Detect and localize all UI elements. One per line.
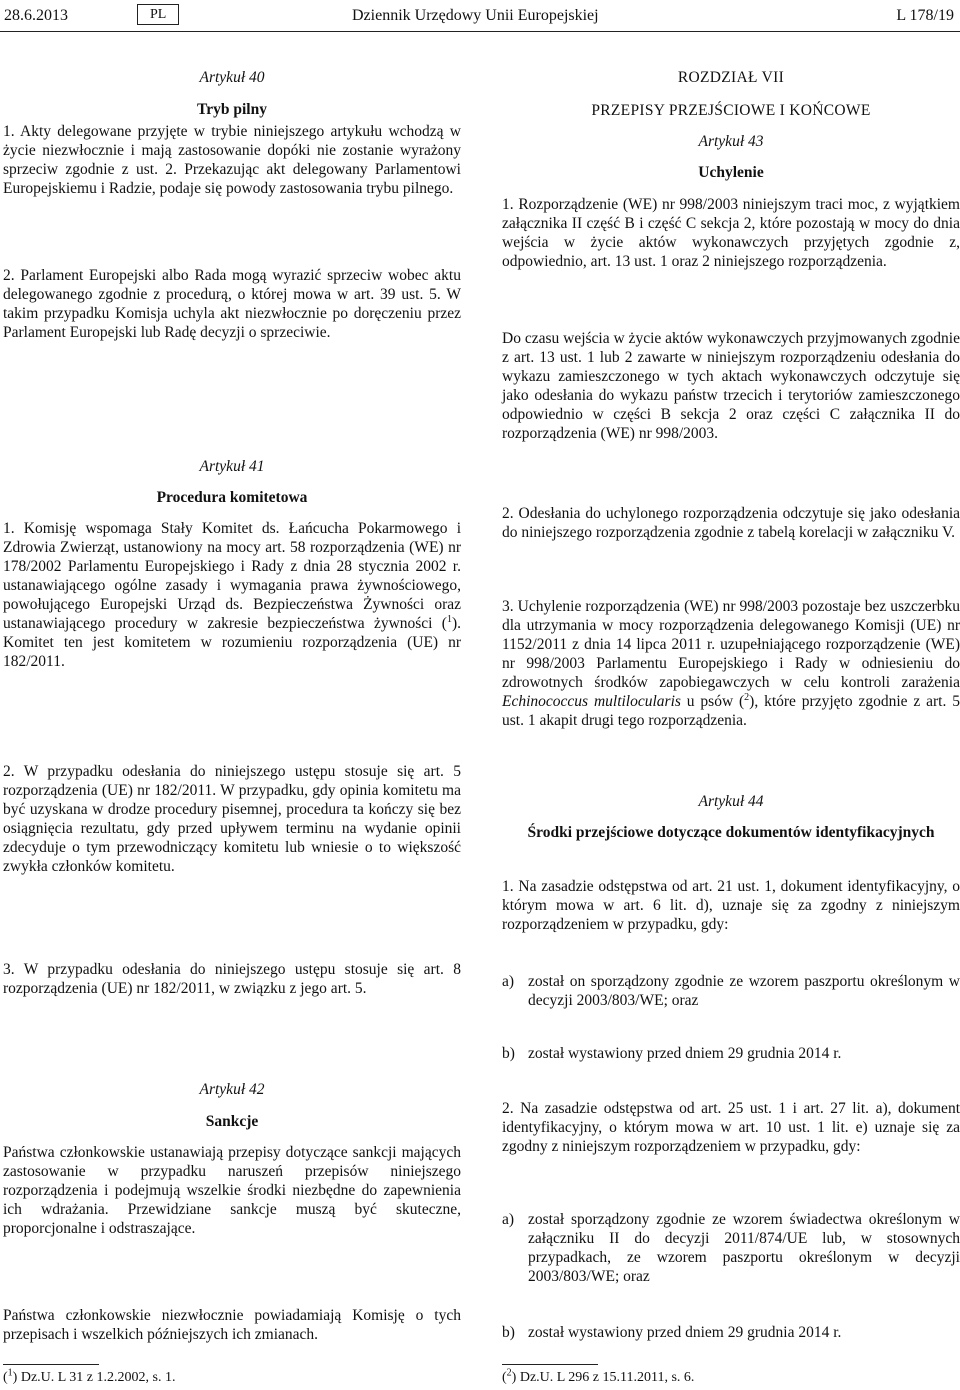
article-44-label: Artykuł 44: [698, 793, 764, 810]
article-42-para-2: Państwa członkowskie niezwłocznie powiadamiają Komisję o tych przepisach i wszelkich późniejszych ich zmianach.: [3, 1307, 461, 1343]
article-43-para-1: 1. Rozporządzenie (WE) nr 998/2003 niniejszym traci moc, z wyjątkiem załącznika II część B i część C sekcja 2, które pozostają w mocy do dnia wejścia w życie aktów wykonawczych przyjętych zgodnie z, odpowiednio, art. 13 ust. 1 oraz 2 niniejszego rozporządzenia.: [502, 196, 960, 270]
chapter-label: ROZDZIAŁ VII: [677, 69, 785, 86]
article-40-para-2: 2. Parlament Europejski albo Rada mogą wyrazić sprzeciw wobec aktu delegowanego zgodnie z procedurą, o której mowa w art. 39 ust. 5. W takim przypadku Komisja uchyla akt niezwłocznie po doręczeniu przez Parlament Europejski lub Radę decyzji o sprzeciwie.: [3, 267, 461, 341]
article-43-para-2: 2. Odesłania do uchylonego rozporządzenia odczytuje się jako odesłania do niniejszego rozporządzenia zgodnie z tabelą korelacji w załączniku V.: [502, 505, 960, 541]
chapter-title: PRZEPISY PRZEJŚCIOWE I KOŃCOWE: [591, 102, 871, 119]
article-44-para-1: 1. Na zasadzie odstępstwa od art. 21 ust. 1, dokument identyfikacyjny, o którym mowa w art. 6 lit. d), uznaje się za zgodny z niniejszym rozporządzeniem w przypadku, gdy:: [502, 878, 960, 933]
article-44-para-2: 2. Na zasadzie odstępstwa od art. 25 ust. 1 i art. 27 lit. a), dokument identyfikacyjny, o którym mowa w art. 10 ust. 1 lit. e) uznaje się za zgodny z niniejszym rozporządzeniem w przypadku, gdy:: [502, 1100, 960, 1155]
article-41-para-2: 2. W przypadku odesłania do niniejszego ustępu stosuje się art. 5 rozporządzenia (UE) nr 182/2011. W przypadku, gdy opinia komitetu ma być uzyskana w drodze procedury pisemnej, procedura ta kończy się bez osiągnięcia rezultatu, gdy przed upływem terminu na wydanie opinii zdecyduje o tym przewodniczący komitetu lub wniesie o to większość zwykła członków komitetu.: [3, 763, 461, 875]
header-rule: [0, 31, 960, 32]
article-42-title: Sankcje: [205, 1113, 259, 1130]
article-40-para-1: 1. Akty delegowane przyjęte w trybie niniejszego artykułu wchodzą w życie niezwłocznie i mają zastosowanie dopóki nie zostanie wyrażony sprzeciw zgodnie z ust. 2. Przekazując akt delegowany Parlamentowi Europejskiemu i Radzie, podaje się powody zastosowania trybu pilnego.: [3, 123, 461, 197]
page-header: [4, 4, 954, 26]
footnote-2: ($^2$) Dz.U. L 296 z 15.11.2011, s. 6.: [502, 1367, 695, 1385]
article-42-label: Artykuł 42: [199, 1081, 265, 1098]
article-41-para-3: 3. W przypadku odesłania do niniejszego ustępu stosuje się art. 8 rozporządzenia (UE) nr 182/2011, w związku z jego art. 5.: [3, 961, 461, 997]
language-badge: PL: [137, 4, 179, 25]
article-43-para-3: 3. Uchylenie rozporządzenia (WE) nr 998/2003 pozostaje bez uszczerbku dla utrzymania w mocy rozporządzenia delegowanego Komisji (UE) nr 1152/2011 z dnia 14 lipca 2011 r. uzupełniającego rozporządzenie (WE) nr 998/2003 Parlamentu Europejskiego i Rady w odniesieniu do zdrowotnych środków zapobiegawczych w celu kontroli zarażenia Echinococcus multilocularis u psów ($^2$), które przyjęto zgodnie z art. 5 ust. 1 akapit drugi tego rozporządzenia.: [502, 598, 960, 729]
article-44-para-2-item-a: a) został sporządzony zgodnie ze wzorem świadectwa określonym w załączniku II do decyzji 2011/874/UE lub, w stosownych przypadkach, ze wzorem paszportu określonym w decyzji 2003/803/WE; oraz: [502, 1211, 960, 1285]
article-43-label: Artykuł 43: [698, 133, 764, 150]
article-43-title: Uchylenie: [698, 164, 764, 181]
page-reference: L 178/19: [896, 7, 954, 24]
journal-title: Dziennik Urzędowy Unii Europejskiej: [352, 7, 599, 24]
article-41-para-1: 1. Komisję wspomaga Stały Komitet ds. Łańcucha Pokarmowego i Zdrowia Zwierząt, ustanowiony na mocy art. 58 rozporządzenia (WE) nr 178/2002 Parlamentu Europejskiego i Rady z dnia 28 stycznia 2002 r. ustanawiającego ogólne zasady i wymagania prawa żywnościowego, powołującego Europejski Urząd ds. Bezpieczeństwa Żywności oraz ustanawiającego procedury w zakresie bezpieczeństwa żywności ($^1$). Komitet ten jest komitetem w rozumieniu rozporządzenia (UE) nr 182/2011.: [3, 520, 461, 670]
article-44-title: Środki przejściowe dotyczące dokumentów identyfikacyjnych: [527, 824, 935, 841]
article-40-label: Artykuł 40: [199, 69, 265, 86]
article-44-para-2-item-b: b) został wystawiony przed dniem 29 grudnia 2014 r.: [502, 1324, 842, 1341]
article-44-para-1-item-a: a) został on sporządzony zgodnie ze wzorem paszportu określonym w decyzji 2003/803/WE; oraz: [502, 973, 960, 1009]
article-40-title: Tryb pilny: [197, 101, 267, 118]
header-date: 28.6.2013: [4, 7, 68, 24]
article-41-title: Procedura komitetowa: [156, 489, 308, 506]
article-44-para-1-item-b: b) został wystawiony przed dniem 29 grudnia 2014 r.: [502, 1045, 842, 1062]
footnote-rule: [3, 1364, 99, 1365]
footnote-1: ($^1$) Dz.U. L 31 z 1.2.2002, s. 1.: [3, 1367, 176, 1385]
footnote-rule: [502, 1364, 598, 1365]
article-41-label: Artykuł 41: [199, 458, 265, 475]
article-42-para-1: Państwa członkowskie ustanawiają przepisy dotyczące sankcji mających zastosowanie w przypadku naruszeń przepisów niniejszego rozporządzenia i podejmują wszelkie środki niezbędne do zapewnienia ich wdrażania. Przewidziane sankcje muszą być skuteczne, proporcjonalne i odstraszające.: [3, 1144, 461, 1237]
article-43-para-1b: Do czasu wejścia w życie aktów wykonawczych przyjmowanych zgodnie z art. 13 ust. 1 lub 2 zawarte w niniejszym rozporządzeniu odesłania do wykazu zamieszczonego w tych aktach wykonawczych odczytuje się jako odesłania do wykazu państw trzecich i terytoriów zamieszczonego odpowiednio w części B sekcja 2 oraz części C załącznika II do rozporządzenia (WE) nr 998/2003.: [502, 330, 960, 442]
